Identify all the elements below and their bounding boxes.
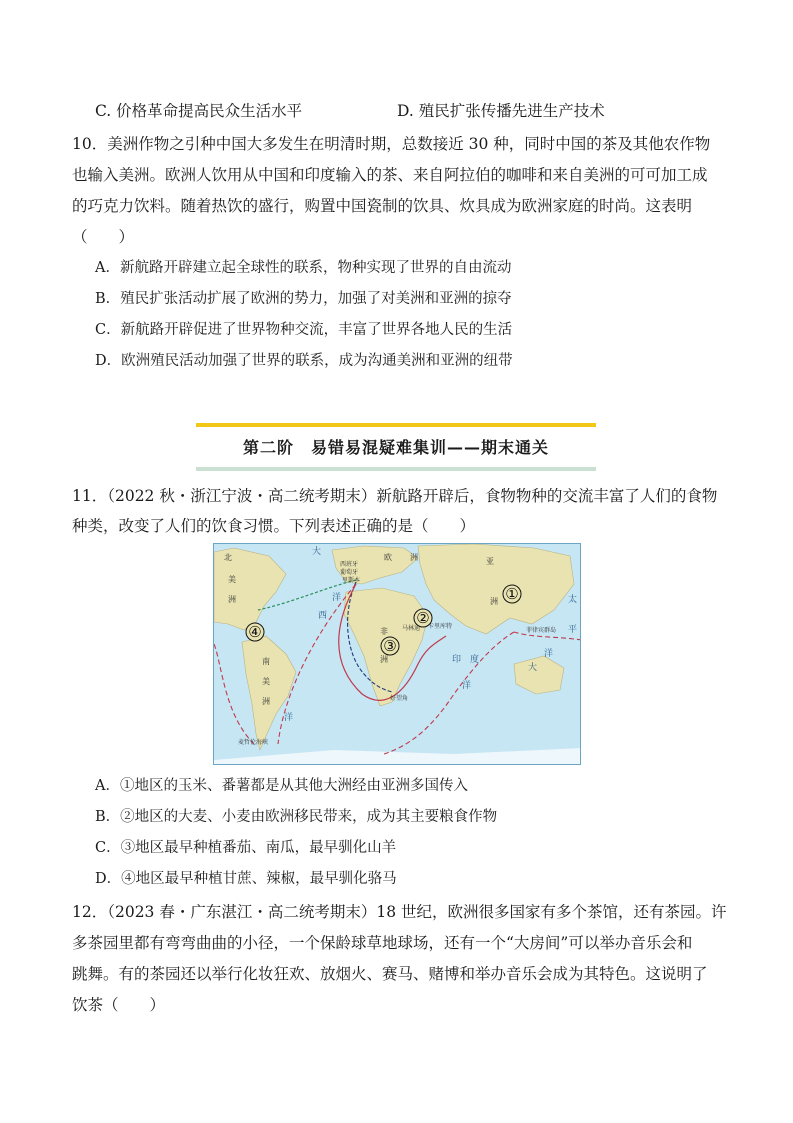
q10-line-3: 的巧克力饮料。随着热饮的盛行，购置中国瓷制的饮具、炊具成为欧洲家庭的时尚。这表明 xyxy=(72,197,693,215)
q10-option-c: C．新航路开辟促进了世界物种交流，丰富了世界各地人民的生活 xyxy=(95,322,513,338)
marker-3 xyxy=(381,637,399,655)
label-asia1: 亚 xyxy=(486,557,494,566)
q12-line-1: 12．（2023 春・广东湛江・高二统考期末）18 世纪，欧洲很多国家有多个茶馆，还有茶园。许 xyxy=(72,903,727,921)
label-europe1: 欧 xyxy=(384,553,392,562)
label-du: 度 xyxy=(470,655,480,665)
marker-1 xyxy=(503,585,521,603)
label-lisbon: 里斯本 xyxy=(342,577,361,584)
label-continent1: 洲 xyxy=(228,595,236,604)
label-pacific-tai: 太 xyxy=(568,595,578,605)
q11-line-1: 11．（2022 秋・浙江宁波・高二统考期末）新航路开辟后，食物物种的交流丰富了人们的食物 xyxy=(72,487,718,505)
section-top-bar xyxy=(196,423,596,427)
q10-line-1: 10．美洲作物之引种中国大多发生在明清时期，总数接近 30 种，同时中国的茶及其他农作物 xyxy=(72,135,711,153)
label-america1: 美 xyxy=(228,575,236,584)
label-asia2: 洲 xyxy=(490,597,498,606)
svg-text:④: ④ xyxy=(248,623,262,641)
label-yin: 印 xyxy=(452,655,462,665)
label-south: 南 xyxy=(262,657,270,666)
label-magellan: 麦哲伦海峡 xyxy=(238,739,269,746)
q9-option-c: C. 价格革命提高民众生活水平 xyxy=(95,102,303,120)
q12-line-3: 跳舞。有的茶园还以举行化妆狂欢、放烟火、赛马、赌博和举办音乐会成为其特色。这说明了 xyxy=(72,965,708,983)
label-ocean-char: 洋 xyxy=(332,593,342,603)
q10-option-a: A．新航路开辟建立起全球性的联系，物种实现了世界的自由流动 xyxy=(95,260,512,276)
q11-option-c: C．③地区最早种植番茄、南瓜，最早驯化山羊 xyxy=(95,840,397,856)
label-north: 北 xyxy=(224,553,232,562)
label-xi: 西 xyxy=(318,611,328,621)
label-yang3: 洋 xyxy=(284,713,294,723)
label-calicut: 卡里库特 xyxy=(428,623,453,630)
q11-line-2: 种类，改变了人们的饮食习惯。下列表述正确的是（ ） xyxy=(72,517,476,535)
q12-line-4: 饮茶（ ） xyxy=(72,996,166,1014)
label-philippines: 菲律宾群岛 xyxy=(526,627,557,634)
q11-option-d: D．④地区最早种植甘蔗、辣椒，最早驯化骆马 xyxy=(95,871,397,887)
label-malindi: 马林迪 xyxy=(402,625,421,632)
q10-option-b: B．殖民扩张活动扩展了欧洲的势力，加强了对美洲和亚洲的掠夺 xyxy=(95,291,512,307)
label-continent2: 洲 xyxy=(262,697,270,706)
svg-text:①: ① xyxy=(505,585,519,603)
q12-line-2: 多茶园里都有弯弯曲曲的小径，一个保龄球草地球场，还有一个“大房间”可以举办音乐会和 xyxy=(72,934,693,952)
label-europe2: 洲 xyxy=(410,553,418,562)
label-pacific-ping: 平 xyxy=(568,625,578,635)
label-pacific-yang: 洋 xyxy=(544,649,554,659)
label-africa1: 非 xyxy=(380,627,388,636)
svg-text:③: ③ xyxy=(383,637,397,655)
q11-option-a: A．①地区的玉米、番薯都是从其他大洲经由亚洲多国传入 xyxy=(95,778,468,794)
world-map-svg xyxy=(214,544,581,765)
label-da: 大 xyxy=(528,663,538,673)
label-big: 大 xyxy=(312,547,322,557)
q11-option-b: B．②地区的大麦、小麦由欧洲移民带来，成为其主要粮食作物 xyxy=(95,809,498,825)
label-spain: 西班牙 xyxy=(340,561,359,568)
q10-option-d: D．欧洲殖民活动加强了世界的联系，成为沟通美洲和亚洲的纽带 xyxy=(95,353,513,369)
marker-4 xyxy=(246,623,264,641)
q10-line-2: 也输入美洲。欧洲人饮用从中国和印度输入的茶、来自阿拉伯的咖啡和来自美洲的可可加工成 xyxy=(72,166,708,184)
label-portugal: 葡萄牙 xyxy=(340,569,359,576)
svg-text:②: ② xyxy=(416,609,430,627)
q10-line-4: （ ） xyxy=(72,228,135,246)
world-map-figure xyxy=(213,543,581,765)
label-yang2: 洋 xyxy=(462,681,472,691)
label-africa2: 洲 xyxy=(380,655,388,664)
section-bottom-bar xyxy=(196,467,596,471)
section-title: 第二阶 易错易混疑难集训——期末通关 xyxy=(242,438,549,457)
label-america2: 美 xyxy=(262,677,270,686)
section-header xyxy=(196,423,596,471)
q9-option-d: D. 殖民扩张传播先进生产技术 xyxy=(397,102,605,120)
label-goodhope: 好望角 xyxy=(390,695,409,702)
